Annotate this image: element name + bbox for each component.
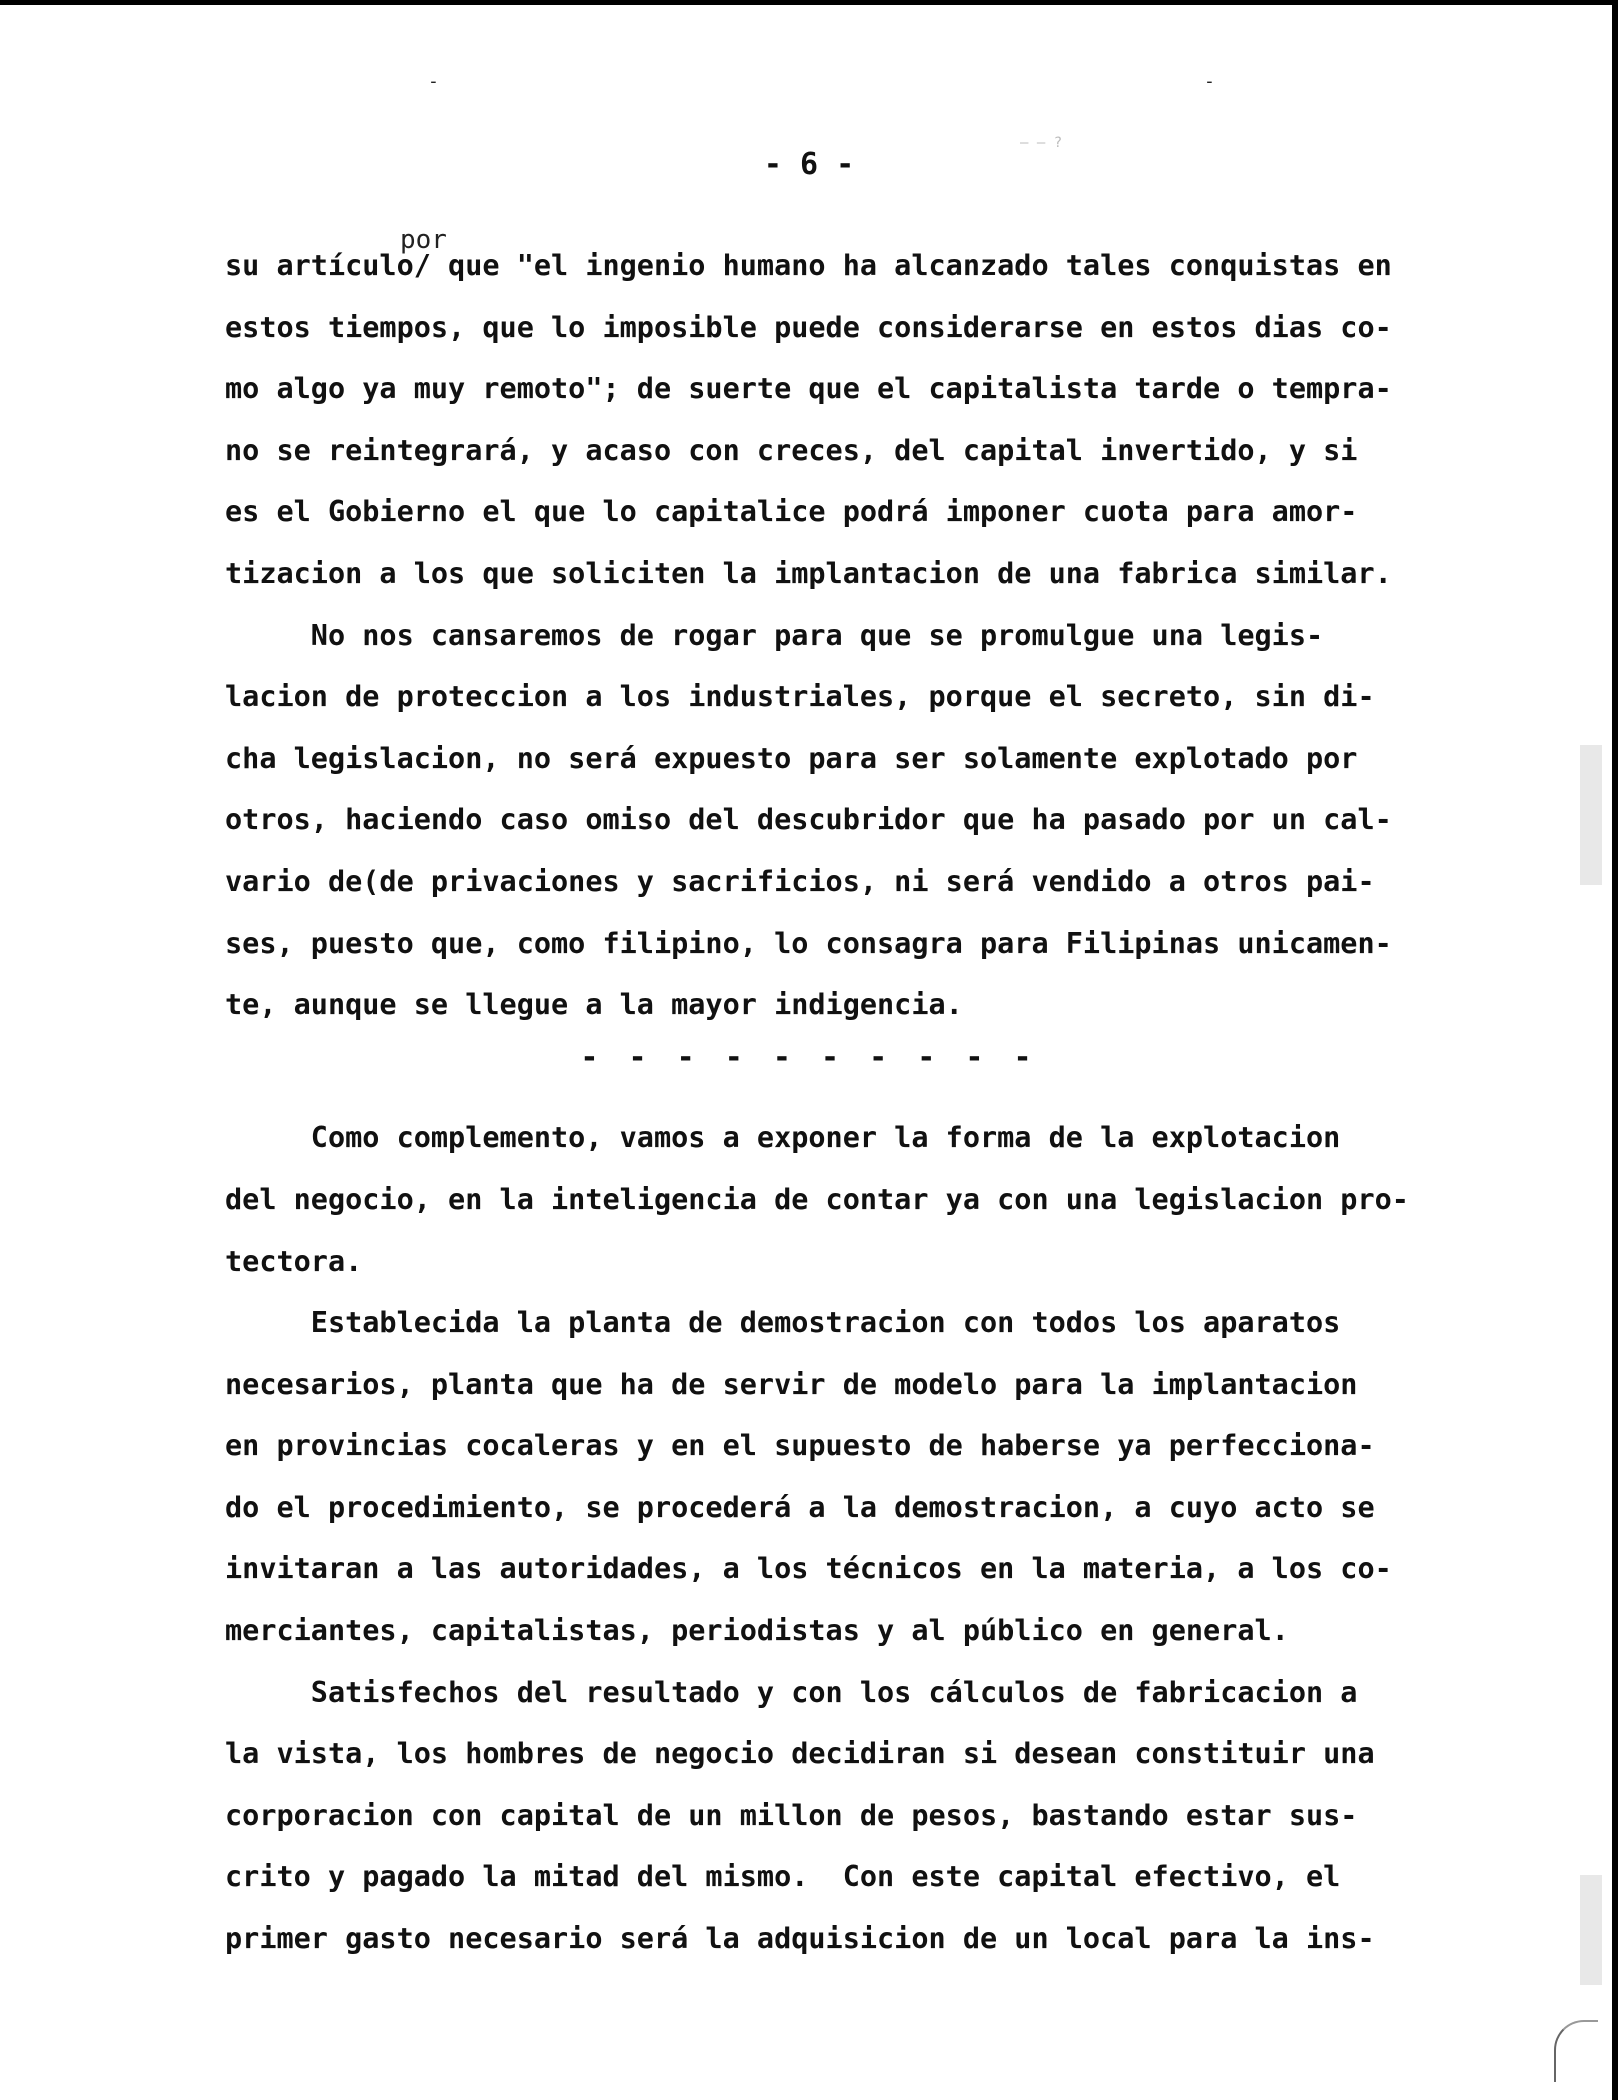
text-line: necesarios, planta que ha de servir de modelo para la implantacion bbox=[225, 1367, 1358, 1401]
paragraph-3 bbox=[225, 1107, 1490, 1292]
text-line: su artículo/ que "el ingenio humano ha alcanzado tales conquistas en bbox=[225, 249, 1392, 282]
text-line: invitaran a las autoridades, a los técnicos en la materia, a los co- bbox=[225, 1552, 1392, 1586]
text-line: no se reintegrará, y acaso con creces, del capital invertido, y si bbox=[225, 433, 1358, 467]
text-line: do el procedimiento, se procederá a la demostracion, a cuyo acto se bbox=[225, 1490, 1375, 1524]
section-separator: - - - - - - - - - - bbox=[580, 1040, 1038, 1075]
interlinear-insertion: por bbox=[400, 225, 447, 255]
text-line: corporacion con capital de un millon de pesos, bastando estar sus- bbox=[225, 1798, 1358, 1832]
text-line: ses, puesto que, como filipino, lo consagra para Filipinas unicamen- bbox=[225, 926, 1392, 960]
text-line: primer gasto necesario será la adquisicion de un local para la ins- bbox=[225, 1922, 1375, 1956]
text-line: mo algo ya muy remoto"; de suerte que el capitalista tarde o tempra- bbox=[225, 372, 1392, 406]
page-number: - 6 - bbox=[763, 147, 855, 182]
text-line: vario de(de privaciones y sacrificios, ni será vendido a otros pai- bbox=[225, 864, 1375, 898]
text-line: la vista, los hombres de negocio decidiran si desean constituir una bbox=[225, 1737, 1375, 1771]
text-line: lacion de proteccion a los industriales, porque el secreto, sin di- bbox=[225, 680, 1375, 714]
paragraph-4 bbox=[225, 1292, 1490, 1662]
typed-text-body bbox=[225, 235, 1490, 1970]
text-line: otros, haciendo caso omiso del descubridor que ha pasado por un cal- bbox=[225, 803, 1392, 837]
text-line: es el Gobierno el que lo capitalice podrá imponer cuota para amor- bbox=[225, 495, 1358, 529]
text-line: Como complemento, vamos a exponer la forma de la explotacion bbox=[225, 1121, 1341, 1155]
text-line: cha legislacion, no será expuesto para ser solamente explotado por bbox=[225, 741, 1358, 775]
text-line: Satisfechos del resultado y con los cálculos de fabricacion a bbox=[225, 1675, 1358, 1709]
separator-gap bbox=[225, 1097, 1490, 1107]
paragraph-2 bbox=[225, 605, 1490, 1036]
text-line: tectora. bbox=[225, 1244, 363, 1278]
text-line: tizacion a los que soliciten la implantacion de una fabrica similar. bbox=[225, 556, 1392, 590]
margin-smudge bbox=[1580, 1875, 1602, 1985]
text-line: merciantes, capitalistas, periodistas y al público en general. bbox=[225, 1614, 1289, 1648]
page-corner-curl bbox=[1554, 2020, 1598, 2082]
margin-smudge bbox=[1580, 745, 1602, 885]
paragraph-1 bbox=[225, 235, 1490, 605]
top-left-mark: - bbox=[428, 71, 439, 92]
text-line: del negocio, en la inteligencia de contar ya con una legislacion pro- bbox=[225, 1182, 1409, 1216]
paragraph-5 bbox=[225, 1662, 1490, 1970]
text-line: te, aunque se llegue a la mayor indigencia. bbox=[225, 988, 963, 1022]
top-right-mark: - bbox=[1204, 71, 1215, 92]
text-line: Establecida la planta de demostracion con todos los aparatos bbox=[225, 1306, 1341, 1340]
text-line: estos tiempos, que lo imposible puede considerarse en estos dias co- bbox=[225, 310, 1392, 344]
text-line: No nos cansaremos de rogar para que se promulgue una legis- bbox=[225, 618, 1324, 652]
pencil-mark: — — ? bbox=[1020, 135, 1063, 151]
text-line: crito y pagado la mitad del mismo. Con este capital efectivo, el bbox=[225, 1860, 1341, 1894]
text-line: en provincias cocaleras y en el supuesto de haberse ya perfecciona- bbox=[225, 1429, 1375, 1463]
